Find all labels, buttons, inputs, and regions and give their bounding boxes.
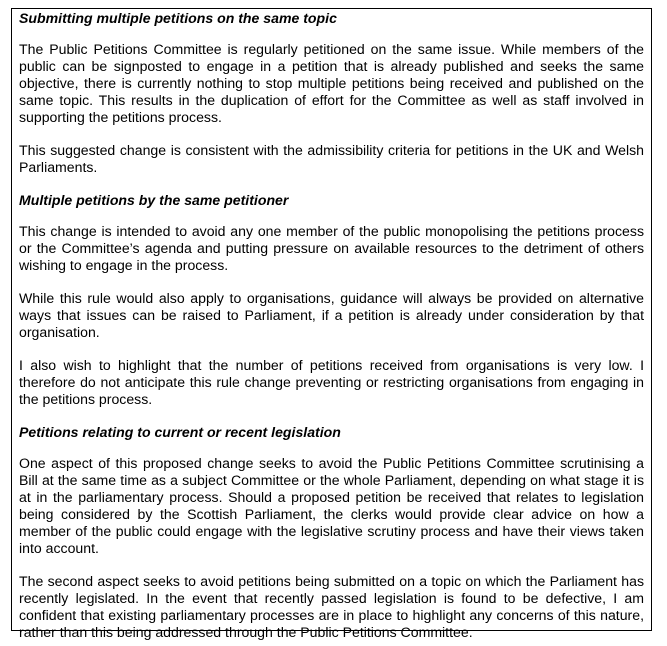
- paragraph: This change is intended to avoid any one member of the public monopolising the petitions process or the Committee’s agenda and putting pressure on available resources to the detriment of others wishing to engage in the process.: [19, 223, 644, 273]
- section-same-petitioner: [19, 192, 644, 408]
- section-heading: Multiple petitions by the same petitioner: [19, 192, 289, 208]
- section-legislation: [19, 424, 644, 641]
- document-box: [11, 8, 652, 640]
- paragraph: I also wish to highlight that the number of petitions received from organisations is very low. I therefore do not anticipate this rule change preventing or restricting organisations from engaging in the petitions process.: [19, 357, 644, 407]
- section-heading: Petitions relating to current or recent legislation: [19, 424, 341, 440]
- section-same-topic: [19, 10, 644, 176]
- paragraph: While this rule would also apply to organisations, guidance will always be provided on alternative ways that issues can be raised to Parliament, if a petition is already under consideration by that organisation.: [19, 290, 644, 340]
- paragraph: The Public Petitions Committee is regularly petitioned on the same issue. While members of the public can be signposted to engage in a petition that is already published and seeks the same objective, there is currently nothing to stop multiple petitions being received and published on the same topic. This results in the duplication of effort for the Committee as well as staff involved in supporting the petitions process.: [19, 41, 644, 125]
- paragraph: This suggested change is consistent with the admissibility criteria for petitions in the UK and Welsh Parliaments.: [19, 142, 644, 175]
- section-heading: Submitting multiple petitions on the same topic: [19, 10, 337, 26]
- paragraph: The second aspect seeks to avoid petitions being submitted on a topic on which the Parliament has recently legislated. In the event that recently passed legislation is found to be defective, I am confident that existing parliamentary processes are in place to highlight any concerns of this nature, rather than this being addressed through the Public Petitions Committee.: [19, 573, 644, 640]
- paragraph: One aspect of this proposed change seeks to avoid the Public Petitions Committee scrutinising a Bill at the same time as a subject Committee or the whole Parliament, depending on what stage it is at in the parliamentary process. Should a proposed petition be received that relates to legislation being considered by the Scottish Parliament, the clerks would provide clear advice on how a member of the public could engage with the legislative scrutiny process and have their views taken into account.: [19, 455, 644, 556]
